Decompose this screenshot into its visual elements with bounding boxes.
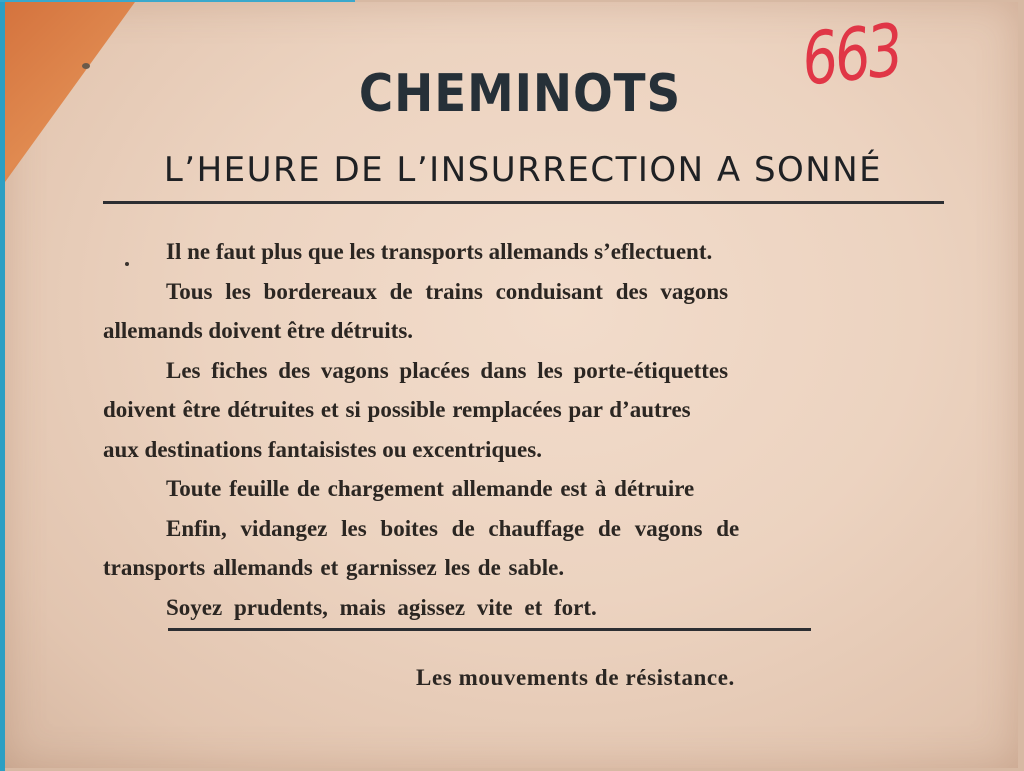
leaflet-subtitle: L’HEURE DE L’INSURRECTION A SONNÉ [163, 150, 883, 190]
leaflet-signature: Les mouvements de résistance. [416, 665, 735, 690]
body-line: Les fiches des vagons placées dans les porte-étiquettes [166, 357, 729, 383]
body-line: Tous les bordereaux de trains conduisant des vagons [166, 278, 729, 304]
archive-number-stamp: 663 [798, 7, 905, 102]
body-line: transports allemands et garnissez les de sable. [103, 555, 565, 580]
body-line: Toute feuille de chargement allemande est à détruire [166, 476, 695, 501]
title-underline [103, 201, 944, 204]
leaflet-body [103, 232, 948, 627]
body-line: Il ne faut plus que les transports allemands s’eflectuent. [166, 239, 713, 264]
closing-line: Soyez prudents, mais agissez vite et fort. [166, 594, 597, 620]
closing-underline [168, 628, 811, 631]
body-line: allemands doivent être détruits. [103, 318, 414, 343]
leaflet-title: CHEMINOTS [358, 64, 682, 124]
body-line: aux destinations fantaisistes ou excentriques. [103, 436, 542, 462]
body-line: Enfin, vidangez les boites de chauffage de vagons de [166, 515, 740, 541]
body-line: doivent être détruites et si possible remplacées par d’autres [103, 397, 691, 422]
